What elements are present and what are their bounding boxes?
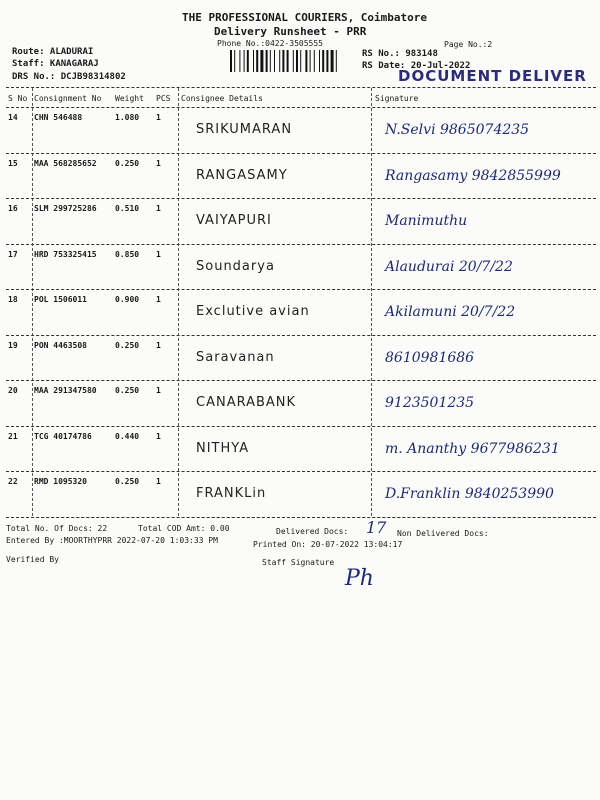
barcode-bar <box>247 50 249 72</box>
divider <box>6 517 596 518</box>
non-delivered-docs: Non Delivered Docs: <box>397 529 489 538</box>
row-consignment: CHN 546488 <box>34 113 83 122</box>
row-consignee-name: SRIKUMARAN <box>196 122 293 137</box>
barcode-bar <box>266 50 268 72</box>
row-weight: 0.250 <box>115 340 140 350</box>
barcode-bar <box>270 50 271 72</box>
row-weight: 0.250 <box>115 158 140 168</box>
barcode-bar <box>319 50 320 72</box>
staff-label: Staff: KANAGARAJ <box>12 59 99 69</box>
row-weight: 0.250 <box>115 386 140 395</box>
row-pcs: 1 <box>156 431 161 441</box>
delivered-docs: Delivered Docs: <box>276 527 349 536</box>
row-weight: 0.250 <box>115 477 140 486</box>
row-divider <box>6 335 596 336</box>
barcode-bar <box>336 50 337 72</box>
total-docs: Total No. Of Docs: 22 <box>6 524 108 533</box>
barcode-bar <box>293 50 294 72</box>
col-consignee: Consignee Details <box>181 94 263 103</box>
total-cod: Total COD Amt: 0.00 <box>138 524 230 533</box>
phone-number: Phone No.:0422-3505555 <box>217 39 323 48</box>
row-signature: Rangasamy 9842855999 <box>385 167 561 184</box>
barcode-bar <box>274 50 275 72</box>
col-pcs: PCS <box>156 94 171 103</box>
row-divider <box>6 471 596 472</box>
barcode-bar <box>326 50 328 72</box>
row-signature: Alaudurai 20/7/22 <box>385 258 513 275</box>
col-consignment: Consignment No <box>34 94 102 103</box>
row-consignee-name: Soundarya <box>196 258 275 274</box>
row-consignee-name: NITHYA <box>196 440 250 456</box>
route-label: Route: ALADURAI <box>12 47 94 57</box>
row-signature: Akilamuni 20/7/22 <box>385 304 516 320</box>
row-consignment: PON 4463508 <box>34 340 87 350</box>
staff-signature-mark: Ph <box>345 566 374 591</box>
row-consignment: HRD 753325415 <box>34 249 97 259</box>
row-consignment: TCG 40174786 <box>34 431 92 441</box>
row-pcs: 1 <box>156 477 161 486</box>
rs-date: RS Date: 20-Jul-2022 <box>362 61 471 71</box>
row-consignment: SLM 299725286 <box>34 204 97 213</box>
row-sno: 19 <box>8 340 18 350</box>
row-sno: 20 <box>8 386 18 395</box>
delivered-docs-value: 17 <box>366 518 387 537</box>
row-sno: 22 <box>8 477 18 486</box>
row-pcs: 1 <box>156 204 161 213</box>
row-consignment: POL 1506011 <box>34 295 87 304</box>
row-weight: 0.510 <box>115 204 140 213</box>
barcode-bar <box>253 50 254 72</box>
row-consignee-name: Exclutive avian <box>196 304 310 319</box>
barcode-bar <box>296 50 298 72</box>
row-signature: D.Franklin 9840253990 <box>385 486 554 502</box>
row-signature: m. Ananthy 9677986231 <box>385 440 560 457</box>
row-divider <box>6 153 596 154</box>
barcode-bar <box>310 50 311 72</box>
runsheet-title: Delivery Runsheet - PRR <box>214 25 367 38</box>
col-weight: Weight <box>115 94 144 103</box>
col-signature: Signature <box>375 94 419 103</box>
row-consignee-name: RANGASAMY <box>196 167 288 183</box>
row-pcs: 1 <box>156 340 161 350</box>
row-pcs: 1 <box>156 386 161 395</box>
entered-by: Entered By :MOORTHYPRR 2022-07-20 1:03:33 PM <box>6 536 218 545</box>
row-signature: 9123501235 <box>385 395 475 411</box>
barcode-bar <box>234 50 235 72</box>
rs-number: RS No.: 983148 <box>362 49 438 59</box>
barcode-bar <box>230 50 232 72</box>
row-sno: 21 <box>8 431 18 441</box>
barcode-bar <box>282 50 284 72</box>
staff-signature-label: Staff Signature <box>262 558 335 567</box>
row-weight: 1.080 <box>115 113 140 122</box>
barcode-bar <box>300 50 301 72</box>
row-sno: 16 <box>8 204 18 213</box>
barcode-bar <box>322 50 324 72</box>
row-sno: 18 <box>8 295 18 304</box>
row-pcs: 1 <box>156 295 161 304</box>
col-sno: S No <box>8 94 28 103</box>
page-number: Page No.:2 <box>444 40 493 49</box>
barcode-bar <box>279 50 280 72</box>
row-sno: 15 <box>8 158 18 168</box>
row-divider <box>6 289 596 290</box>
barcode-bar <box>256 50 258 72</box>
row-divider <box>6 244 596 245</box>
row-signature: 8610981686 <box>385 349 475 366</box>
printed-on: Printed On: 20-07-2022 13:04:17 <box>253 540 403 549</box>
row-signature: N.Selvi 9865074235 <box>385 122 530 138</box>
row-weight: 0.850 <box>115 249 140 259</box>
row-sno: 14 <box>8 113 18 122</box>
barcode-bar <box>239 50 240 72</box>
verified-by: Verified By <box>6 555 59 564</box>
barcode-bar <box>244 50 245 72</box>
row-signature: Manimuthu <box>385 213 468 229</box>
row-divider <box>6 380 596 381</box>
row-pcs: 1 <box>156 158 161 168</box>
barcode-bar <box>305 50 307 72</box>
divider <box>6 87 596 88</box>
barcode-image <box>230 50 358 72</box>
row-consignment: RMD 1095320 <box>34 477 87 486</box>
row-consignee-name: Saravanan <box>196 349 275 365</box>
divider <box>6 107 596 108</box>
row-weight: 0.440 <box>115 431 140 441</box>
barcode-bar <box>287 50 289 72</box>
row-consignment: MAA 291347580 <box>34 386 97 395</box>
row-consignment: MAA 568285652 <box>34 158 97 168</box>
document-delivery-stamp: DOCUMENT DELIVER <box>398 67 587 85</box>
company-name: THE PROFESSIONAL COURIERS, Coimbatore <box>182 11 428 24</box>
barcode-bar <box>314 50 315 72</box>
row-sno: 17 <box>8 249 18 259</box>
row-consignee-name: FRANKLin <box>196 486 267 501</box>
row-consignee-name: VAIYAPURI <box>196 213 272 228</box>
row-divider <box>6 426 596 427</box>
row-weight: 0.900 <box>115 295 140 304</box>
row-pcs: 1 <box>156 113 161 122</box>
barcode-bar <box>331 50 334 72</box>
drs-number: DRS No.: DCJB98314802 <box>12 72 126 82</box>
row-divider <box>6 198 596 199</box>
row-consignee-name: CANARABANK <box>196 395 297 410</box>
barcode-bar <box>260 50 263 72</box>
row-pcs: 1 <box>156 249 161 259</box>
